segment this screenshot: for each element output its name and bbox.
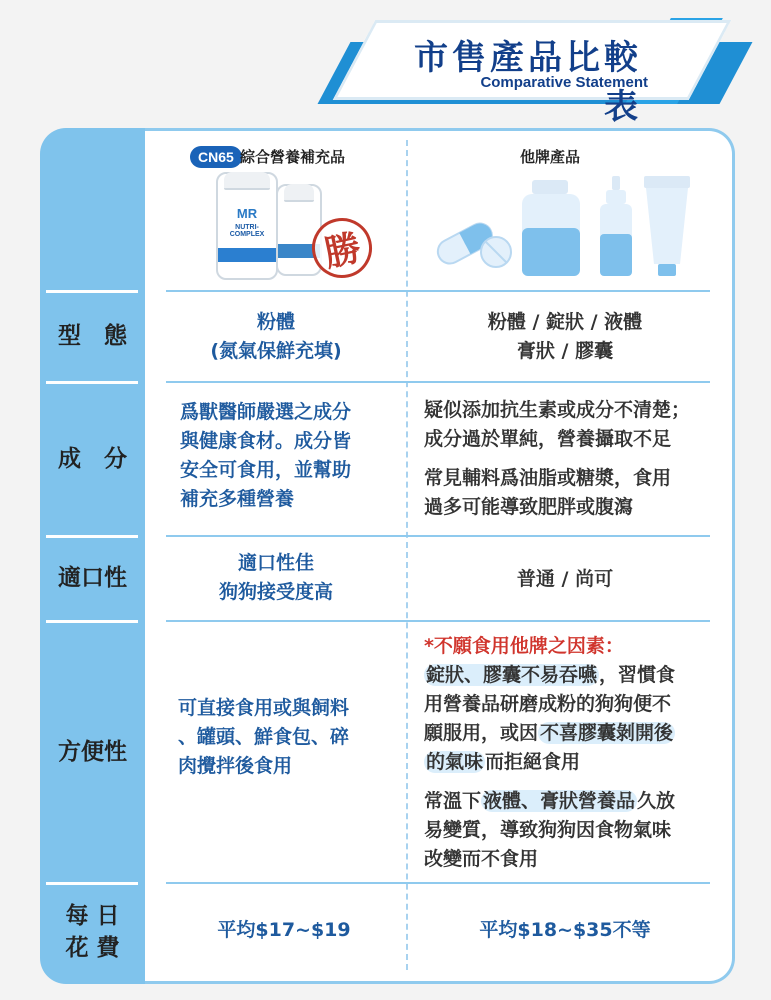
convenience-text: 而拒絕食用 [485,751,581,773]
row-divider [166,381,710,383]
our-product-name: 綜合營養補充品 [240,148,346,166]
ingredients-others [424,396,714,522]
ingredients-others-line: 疑似添加抗生素或成分不清楚； [424,399,691,421]
convenience-ours-line: 肉攪拌後食用 [178,755,293,777]
row-label-ingredients: 成 分 [58,445,127,472]
convenience-ours-line: 可直接食用或與飼料 [178,697,350,719]
form-ours-line: (氮氣保鮮充填) [210,340,342,362]
row-divider [166,290,710,292]
cost-others: 平均$18~$35不等 [479,919,651,941]
brand-logo: MR [236,206,258,221]
row-label-form: 型 態 [58,323,127,350]
bottle-brand-text: NUTRI-COMPLEX [229,224,265,238]
convenience-others [424,632,714,874]
highlight-text: 的氣味 [426,751,484,773]
other-products-illustration-icon [430,172,700,280]
page-subtitle: Comparative Statement [480,74,648,91]
highlight-text: 不喜膠囊剝開後 [540,722,674,744]
highlight-text: 錠狀、膠囊不易吞嚥 [426,664,598,686]
row-divider [166,535,710,537]
palatability-ours-line: 適口性佳 [237,552,314,574]
form-others-line: 粉體 / 錠狀 / 液體 [487,311,643,333]
palatability-ours [166,549,386,607]
row-label-palatability: 適口性 [58,565,127,592]
daily-cost-label-line: 每 日 [65,903,120,930]
convenience-ours-line: 、罐頭、鮮食包、碎 [178,726,350,748]
ingredients-ours-line: 安全可食用，並幫助 [180,459,352,481]
convenience-text: 常溫下 [424,790,482,812]
convenience-others-heading: *不願食用他牌之因素： [424,635,624,657]
convenience-ours [178,694,400,781]
convenience-text: 易變質，導致狗狗因食物氣味 [424,819,672,841]
ingredients-others-line: 常見輔料爲油脂或糖漿，食用 [424,467,672,489]
page-title: 市售產品比較表 [414,38,642,127]
other-product-name: 他牌產品 [520,148,581,166]
row-label-daily-cost [40,885,145,980]
form-others [420,308,710,366]
product-bottle-front [216,172,278,280]
product-code-badge: CN65 [190,146,242,168]
winner-stamp: 勝 [306,212,377,283]
cost-ours: 平均$17~$19 [217,919,351,941]
daily-cost-label-line: 花 費 [65,934,120,961]
highlight-text: 液體、膏狀營養品 [483,790,636,812]
row-divider [166,882,710,884]
form-ours-line: 粉體 [256,311,295,333]
ingredients-ours [180,398,400,514]
ingredients-ours-line: 爲獸醫師嚴選之成分 [180,401,352,423]
palatability-others: 普通 / 尚可 [516,568,614,590]
ingredients-ours-line: 與健康食材。成分皆 [180,430,352,452]
convenience-text: 久放 [637,790,676,812]
convenience-text: 願服用，或因 [424,722,539,744]
form-others-line: 膏狀 / 膠囊 [516,340,614,362]
row-label-convenience: 方便性 [58,738,127,765]
column-divider [406,140,408,970]
form-ours [166,308,386,366]
row-divider [166,620,710,622]
convenience-text: ，習慣食 [599,664,676,686]
ingredients-others-line: 成分過於單純，營養攝取不足 [424,428,672,450]
palatability-ours-line: 狗狗接受度高 [218,581,333,603]
convenience-text: 用營養品研磨成粉的狗狗便不 [424,693,672,715]
ingredients-others-line: 過多可能導致肥胖或腹瀉 [424,496,634,518]
ingredients-ours-line: 補充多種營養 [180,488,295,510]
convenience-text: 改變而不食用 [424,848,539,870]
